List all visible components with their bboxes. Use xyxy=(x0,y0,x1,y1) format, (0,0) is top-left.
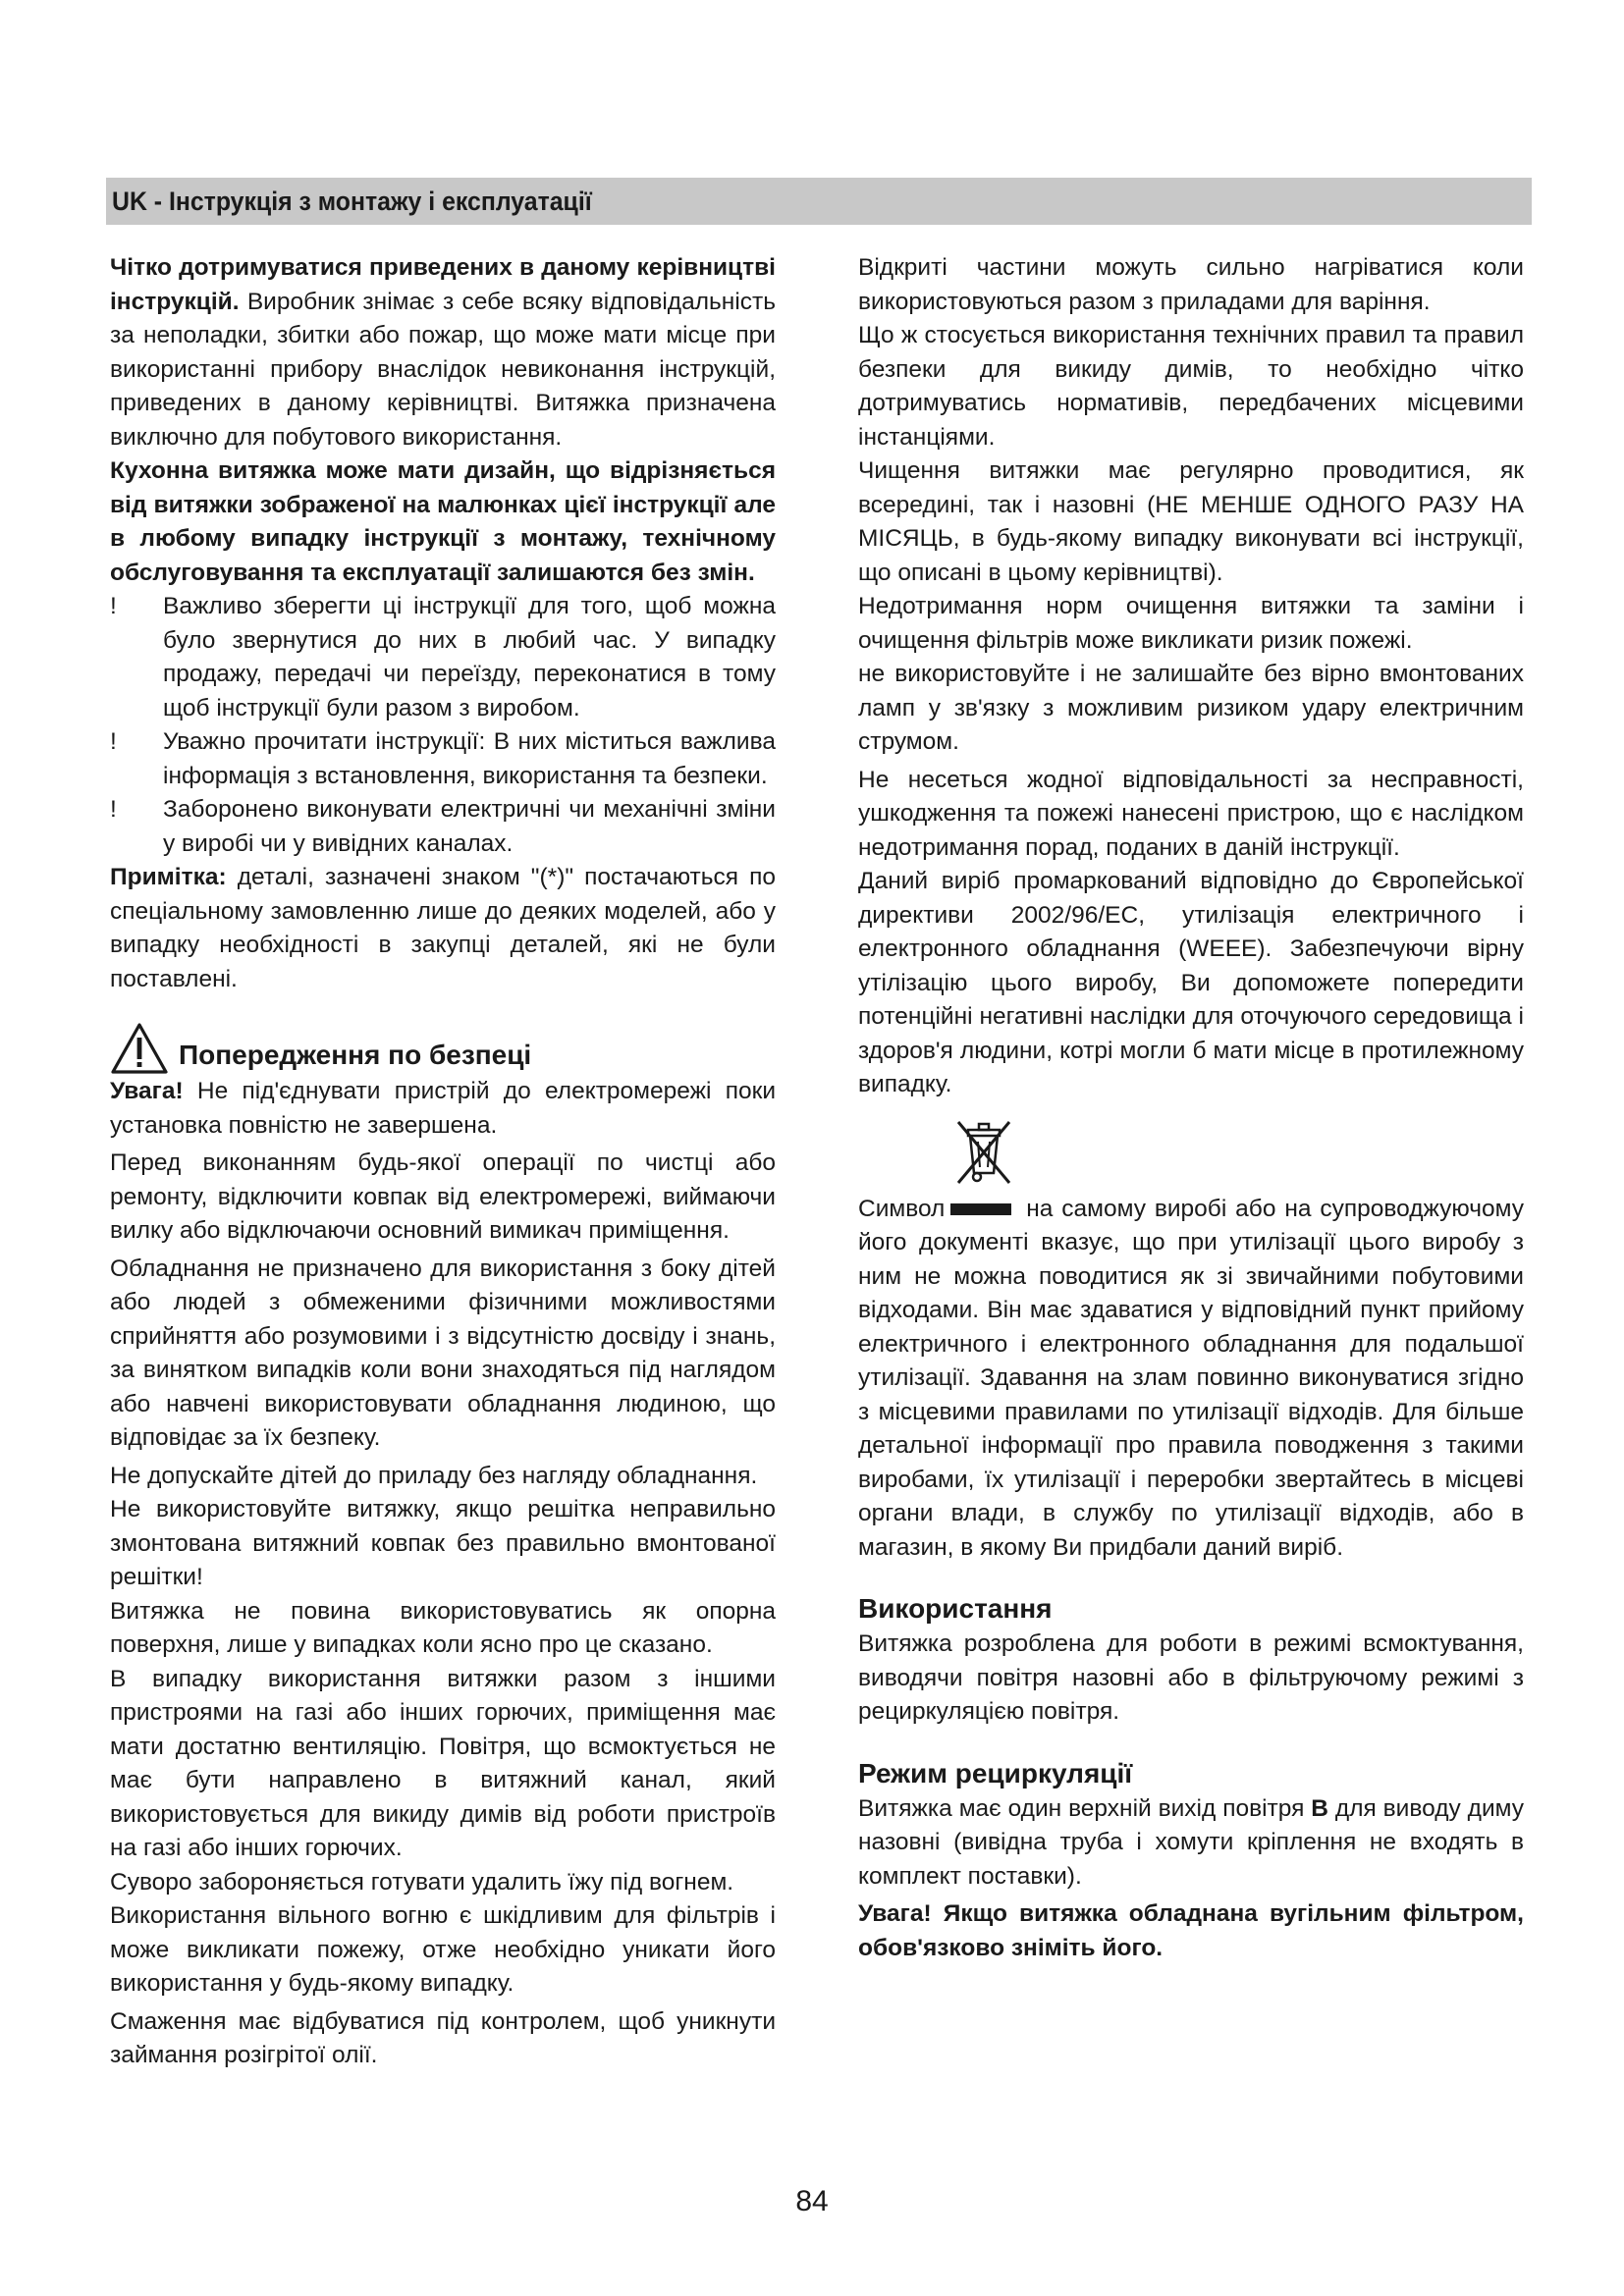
page-title: UK - Інструкція з монтажу і експлуатації xyxy=(112,186,592,216)
symbol-after: на самому виробі або на супроводжуючому його документі вказує, що при утилізації цього виробу з ним не можна поводитися як зі звичайними побутовими відходами. Він має здаватися у відповідний пункт прийому електричного і електронного обладнання для подальшої утилізації. Здавання на злам повинно виконуватися згідно з місцевими правилами по утилізації відходів. Для більше детальної інформації про правила поводження з такими виробами, їх утилізації і переробки звертайтесь в місцеві органи влади, в службу по утилізації відходів, або в магазин, в якому Ви придбали даний виріб. xyxy=(858,1195,1524,1561)
bullet-text: Уважно прочитати інструкції: В них міститься важлива інформація з встановлення, використання та безпеки. xyxy=(163,728,776,789)
bullet-mark: ! xyxy=(110,796,117,823)
safety-paragraph: Не використовуйте витяжку, якщо решітка неправильно змонтована витяжний ковпак без правильно вмонтованої решітки! xyxy=(110,1496,776,1590)
safety-paragraph: Суворо забороняється готувати удалить їжу під вогнем. xyxy=(110,1868,734,1896)
safety-paragraph: Перед виконанням будь-якої операції по чистці або ремонту, відключити ковпак від електромережі, виймаючи вилку або відключаючи основний вимикач приміщення. xyxy=(110,1149,776,1244)
section-header xyxy=(106,178,1532,225)
intro-rest: Виробник знімає з себе всяку відповідальність за неполадки, збитки або пожар, що може мати місце при використанні прибору внаслідок невиконання інструкцій, приведених в даному керівництві. Витяжка призначена виключно для побутового використання. xyxy=(110,288,776,451)
right-paragraph: Що ж стосується використання технічних правил та правил безпеки для викиду димів, то необхідно чітко дотримуватись нормативів, передбачених місцевими інстанціями. xyxy=(858,322,1524,451)
recirc-warning: Увага! Якщо витяжка обладнана вугільним фільтром, обов'язково зніміть його. xyxy=(858,1900,1524,1961)
intro-bold: Чітко дотримуватися приведених в даному керівництві інструкцій. xyxy=(110,254,776,315)
safety-paragraph: В випадку використання витяжки разом з іншими пристроями на газі або інших горючих, приміщення має мати достатню вентиляцію. Повітря, що всмоктується не має бути направлено в витяжний канал, який використовується для викиду димів від роботи пристроїв на газі або інших горючих. xyxy=(110,1665,776,1861)
symbol-bar-icon xyxy=(950,1203,1011,1215)
recirc-outlet-label: B xyxy=(1311,1794,1328,1822)
recirc-text xyxy=(858,1792,1524,1895)
safety-warning-text: Не під'єднувати пристрій до електромережі поки установка повністю не завершена. xyxy=(110,1078,776,1139)
symbol-before: Символ xyxy=(858,1195,946,1222)
safety-paragraph: Смаження має відбуватися під контролем, щоб уникнути займання розігрітої олії. xyxy=(110,2007,776,2068)
note-paragraph xyxy=(110,861,776,996)
page-number: 84 xyxy=(795,2185,829,2217)
note-label: Примітка: xyxy=(110,864,227,890)
bullet-item xyxy=(110,590,776,725)
bullet-mark: ! xyxy=(110,593,117,619)
right-paragraph: Даний виріб промаркований відповідно до Європейської директиви 2002/96/EC, утилізація електричного і електронного обладнання (WEEE). Забезпечуючи вірну утілізацію цього виробу, Ви допоможете попередити потенційні негативні наслідки для оточуючого середовища і здоров'я людини, котрі могли б мати місце в протилежному випадку. xyxy=(858,868,1524,1097)
warning-triangle-icon xyxy=(110,1022,169,1075)
note-text: деталі, зазначені знаком "(*)" постачаються по спеціальному замовленню лише до деяких моделей, або у випадку необхідності в закупці деталей, які не були поставлені. xyxy=(110,864,776,992)
recirc-text-part: Витяжка має один верхній вихід повітря xyxy=(858,1794,1312,1822)
safety-warning xyxy=(110,1075,776,1143)
bullet-text: Важливо зберегти ці інструкції для того, щоб можна було звернутися до них в любий час. У випадку продажу, передачі чи переїзду, переконатися в тому щоб інструкції були разом з виробом. xyxy=(163,593,776,721)
right-paragraph: Відкриті частини можуть сильно нагріватися коли використовуються разом з приладами для варіння. xyxy=(858,254,1524,315)
right-paragraph: Недотримання норм очищення витяжки та заміни і очищення фільтрів може викликати ризик пожежі. xyxy=(858,593,1524,654)
usage-text: Витяжка розроблена для роботи в режимі всмоктування, виводячи повітря назовні або в фільтруючому режимі з рециркуляцією повітря. xyxy=(858,1630,1524,1725)
bullet-item xyxy=(110,725,776,793)
bullet-text: Заборонено виконувати електричні чи механічні зміни у виробі чи у вивідних каналах. xyxy=(163,796,776,857)
right-paragraph: Не несеться жодної відповідальності за несправності, ушкодження та пожежі нанесені пристрою, що є наслідком недотримання порад, поданих в даній інструкції. xyxy=(858,766,1524,861)
safety-paragraph: Обладнання не призначено для використання з боку дітей або людей з обмеженими фізичними можливостями сприйняття або розумовими і з відсутністю досвіду і знань, за винятком випадків коли вони знаходяться під наглядом або навчені використовувати обладнання людиною, що відповідає за їх безпеку. xyxy=(110,1255,776,1451)
crossed-bin-icon xyxy=(952,1116,1015,1189)
right-paragraph: не використовуйте і не залишайте без вірно вмонтованих ламп у зв'язку з можливим ризиком удару електричним струмом. xyxy=(858,661,1524,755)
safety-paragraph: Використання вільного вогню є шкідливим для фільтрів і може викликати пожежу, отже необхідно уникати його використання у будь-якому випадку. xyxy=(110,1902,776,1997)
design-note: Кухонна витяжка може мати дизайн, що відрізняється від витяжки зображеної на малюнках цієї інструкції але в любому випадку інструкції з монтажу, технічному обслуговування та експлуатації залишаются без змін. xyxy=(110,457,776,586)
recirc-text-part: для виводу диму назовні (вивідна труба і хомути кріплення не входять в комплект поставки). xyxy=(858,1794,1524,1890)
safety-paragraph: Не допускайте дітей до приладу без нагляду обладнання. xyxy=(110,1462,758,1489)
recirc-title: Режим рециркуляції xyxy=(858,1757,1133,1789)
usage-title: Використання xyxy=(858,1593,1053,1624)
left-column xyxy=(110,251,776,2073)
right-paragraph: Чищення витяжки має регулярно проводитися, як всередині, так і назовні (НЕ МЕНШЕ ОДНОГО РАЗУ НА МІСЯЦЬ, в будь-якому випадку виконувати всі інструкції, що описані в цьому керівництві). xyxy=(858,457,1524,586)
bullet-mark: ! xyxy=(110,728,117,755)
weee-paragraph xyxy=(858,1193,1524,1566)
safety-warning-label: Увага! xyxy=(110,1078,184,1104)
safety-heading xyxy=(110,1018,776,1075)
safety-paragraph: Витяжка не повина використовуватись як опорна поверхня, лише у випадках коли ясно про це сказано. xyxy=(110,1597,776,1658)
right-column xyxy=(858,251,1524,1965)
safety-title: Попередження по безпеці xyxy=(179,1040,532,1070)
bullet-item xyxy=(110,793,776,861)
intro-paragraph xyxy=(110,251,776,454)
